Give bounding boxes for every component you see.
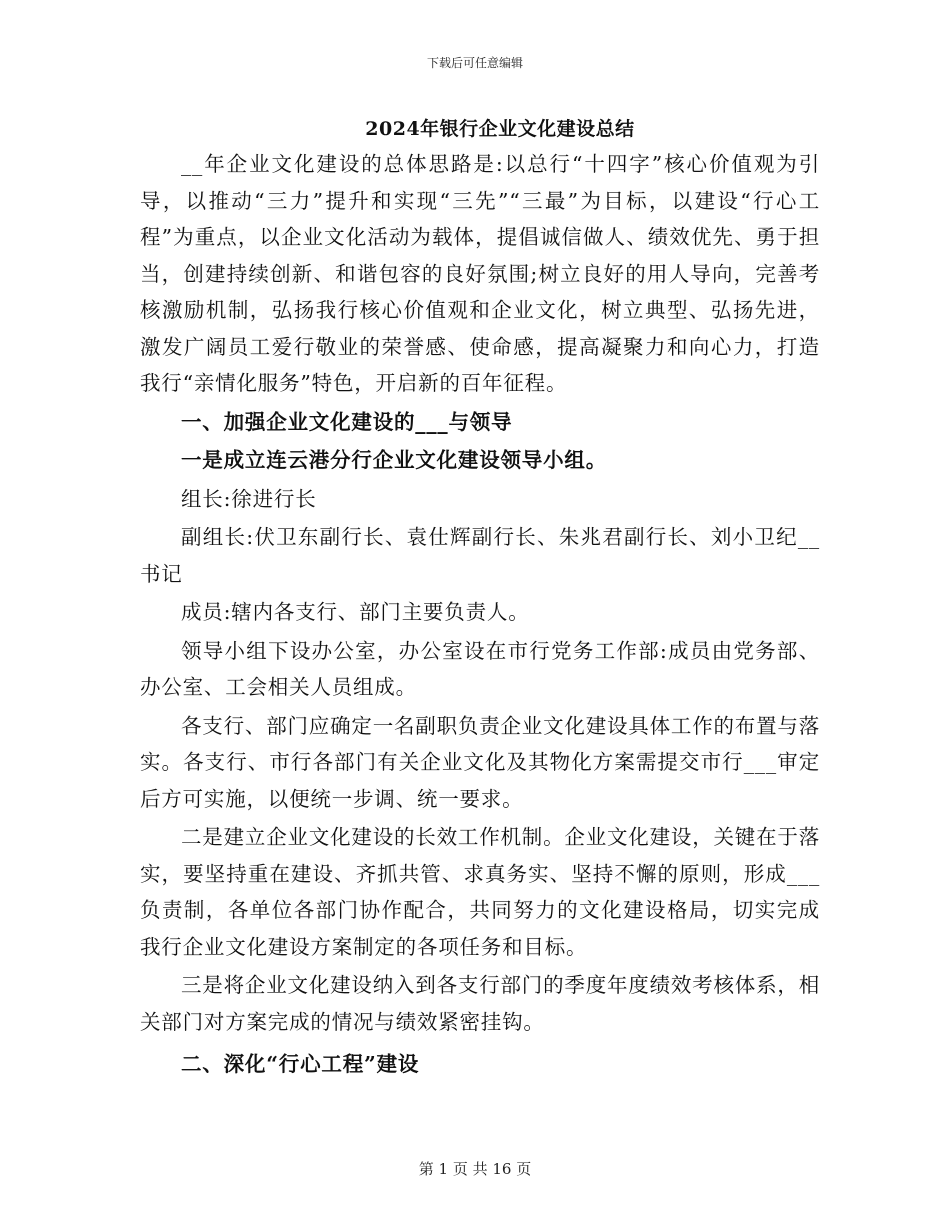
item-2-paragraph: 二是建立企业文化建设的长效工作机制。企业文化建设，关键在于落实，要坚持重在建设、齐抓共管、求真务实、坚持不懈的原则，形成___负责制，各单位各部门协作配合，共同努力的文化建设格局，切实完成我行企业文化建设方案制定的各项任务和目标。 <box>140 825 820 959</box>
page-number-footer: 第 1 页 共 16 页 <box>418 1160 532 1178</box>
document-title: 2024年银行企业文化建设总结 <box>365 118 635 140</box>
members-line: 成员:辖内各支行、部门主要负责人。 <box>181 600 530 624</box>
header-note: 下载后可任意编辑 <box>426 56 523 70</box>
item-1-lead: 一是成立连云港分行企业文化建设领导小组。 <box>181 448 607 472</box>
deputy-responsibility-paragraph: 各支行、部门应确定一名副职负责企业文化建设具体工作的布置与落实。各支行、市行各部门有关企业文化及其物化方案需提交市行___审定后方可实施，以便统一步调、统一要求。 <box>140 713 820 811</box>
item-3-paragraph: 三是将企业文化建设纳入到各支行部门的季度年度绩效考核体系，相关部门对方案完成的情况与绩效紧密挂钩。 <box>140 973 820 1034</box>
section-heading-2: 二、深化“行心工程”建设 <box>181 1052 420 1076</box>
deputy-leaders-paragraph: 副组长:伏卫东副行长、袁仕辉副行长、朱兆君副行长、刘小卫纪__书记 <box>140 525 820 586</box>
section-heading-1: 一、加强企业文化建设的___与领导 <box>181 409 513 434</box>
intro-paragraph: __年企业文化建设的总体思路是:以总行“十四字”核心价值观为引导，以推动“三力”提升和实现“三先”“三最”为目标，以建设“行心工程”为重点，以企业文化活动为载体，提倡诚信做人、绩效优先、勇于担当，创建持续创新、和谐包容的良好氛围;树立良好的用人导向，完善考核激励机制，弘扬我行核心价值观和企业文化，树立典型、弘扬先进，激发广阔员工爱行敬业的荣誉感、使命感，提高凝聚力和向心力，打造我行“亲情化服务”特色，开启新的百年征程。 <box>140 152 820 395</box>
office-paragraph: 领导小组下设办公室，办公室设在市行党务工作部:成员由党务部、办公室、工会相关人员组成。 <box>140 638 820 699</box>
document-body <box>140 146 820 1083</box>
group-leader-line: 组长:徐进行长 <box>181 486 317 511</box>
